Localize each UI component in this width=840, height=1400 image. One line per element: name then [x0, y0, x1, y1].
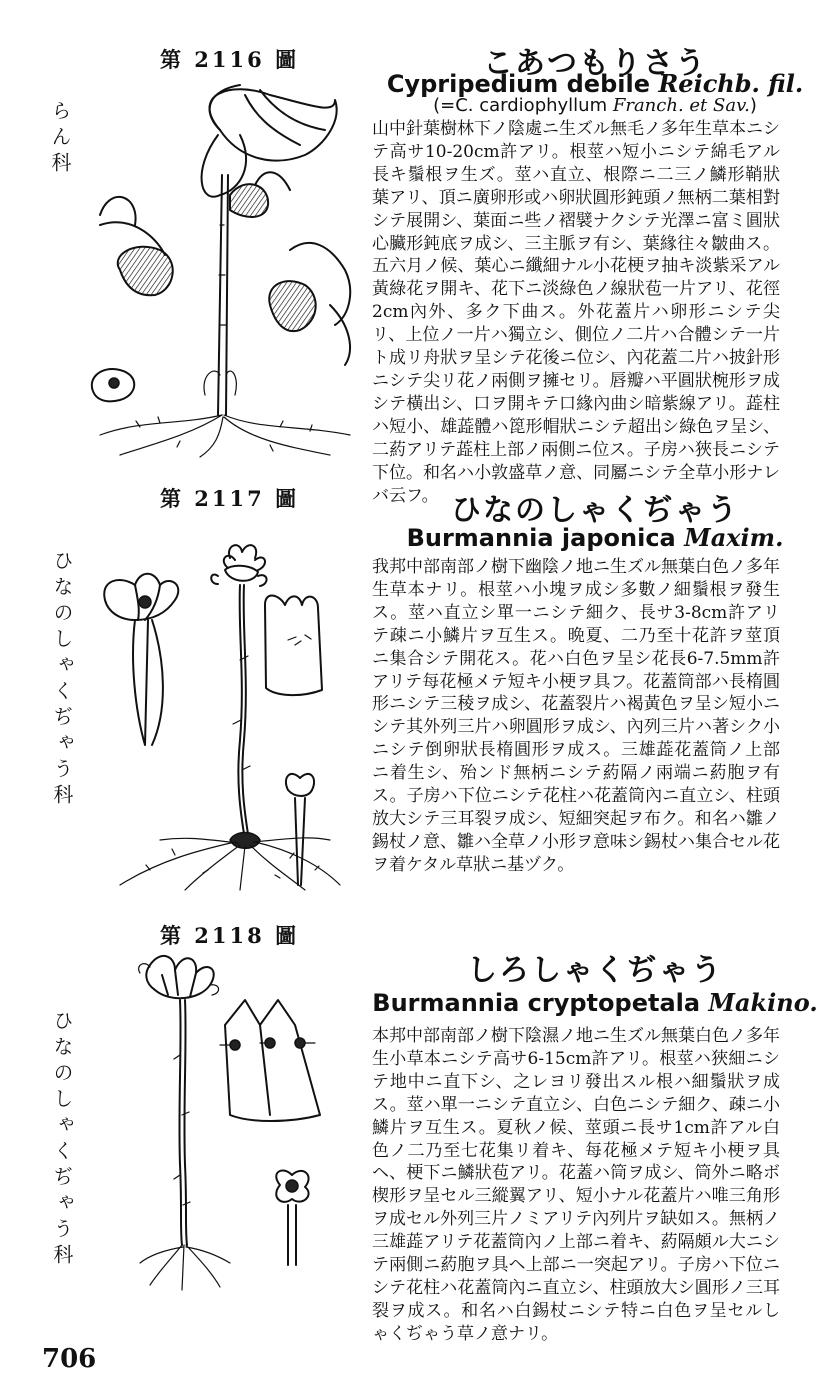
description-2116: 山中針葉樹林下ノ陰處ニ生ズル無毛ノ多年生草本ニシテ高サ10-20cm許アリ。根莖ハ短小ニシテ綿毛アル長キ鬚根ヲ生ズ。莖ハ直立、根際ニ二三ノ鱗形鞘狀葉アリ、頂ニ廣卵形或ハ卵狀圓形鈍頭ノ無柄二葉相對シテ展開シ、葉面ニ些ノ褶襞ナクシテ光澤ニ富ミ圓狀心臟形鈍底ヲ成シ、三主脈ヲ有シ、葉緣往々皺曲ス。五六月ノ候、葉心ニ纖細ナル小花梗ヲ抽キ淡紫采アル黃綠花ヲ開キ、花下ニ淡綠色ノ線狀苞一片アリ、花徑2cm內外、多ク下曲ス。外花蓋片ハ卵形ニシテ尖リ、上位ノ一片ハ獨立シ、側位ノ二片ハ合體シテ一片ト成リ舟狀ヲ呈シテ花後ニ位シ、內花蓋二片ハ披針形ニシテ尖リ花ノ兩側ヲ擁セリ。唇瓣ハ平圓狀椀形ヲ成シテ橫出シ、口ヲ開キテ口緣內曲シ暗紫線アリ。蕋柱ハ短小、雄蕋體ハ箆形帽狀ニシテ超出シ綠色ヲ呈シ、二葯アリテ蕋柱上部ノ兩側ニ位ス。子房ハ狹長ニシテ下位。和名ハ小敦盛草ノ意、同屬ニシテ全草小形ナレバ云フ。 [372, 119, 780, 506]
synonym-author: Franch. et Sav. [612, 95, 750, 116]
scientific-binomial: Burmannia japonica [406, 524, 676, 552]
description-2117: 我邦中部南部ノ樹下幽陰ノ地ニ生ズル無葉白色ノ多年生草本ナリ。根莖ハ小塊ヲ成シ多數ノ細鬚根ヲ發生ス。莖ハ直立シ單一ニシテ細ク、長サ3-8cm許アリテ疎ニ小鱗片ヲ互生ス。晩夏、二乃至十花許ヲ莖頂ニ集合シテ開花ス。花ハ白色ヲ呈シ花長6-7.5mm許アリテ每花極メテ短キ小梗ヲ具フ。花蓋筒部ハ長楕圓形ニシテ三稜ヲ成シ、花蓋裂片ハ褐黃色ヲ呈シ短小ニシテ其外列三片ハ卵圓形ヲ成シ、內列三片ハ著シク小ニシテ倒卵狀長楕圓形ヲ成ス。三雄蕋花蓋筒ノ上部ニ着生シ、殆ンド無柄ニシテ葯隔ノ兩端ニ葯胞ヲ有ス。子房ハ下位ニシテ花柱ハ花蓋筒內ニ直立シ、柱頭放大シテ三耳裂ヲ成シ、短細突起ヲ布ク。和名ハ雛ノ錫杖ノ意、雛ハ全草ノ小形ヲ意味シ錫杖ハ集合セル花ヲ着ケタル草狀ニ基ヅク。 [372, 557, 780, 875]
family-label-2117: ひなのしゃくぢゃう科 [50, 550, 74, 810]
japanese-name-2118: しろしゃくぢゃう [467, 953, 723, 988]
illustration-burmannia-japonica [90, 540, 370, 895]
family-label-2118: ひなのしゃくぢゃう科 [50, 1010, 74, 1270]
scientific-binomial: Burmannia cryptopetala [372, 989, 701, 1017]
figure-label-2118: 第 2118 圖 [160, 923, 300, 948]
scientific-binomial: Cypripedium debile [386, 70, 650, 98]
scientific-author: Makino. [708, 988, 818, 1017]
synonym-close: ) [749, 95, 757, 116]
scientific-name-2118 [370, 988, 820, 1017]
japanese-name-2116: こあつもりさう [483, 46, 707, 81]
scientific-name-2117 [370, 523, 820, 552]
illustration-burmannia-cryptopetala [120, 945, 350, 1295]
illustration-cypripedium-debile [80, 75, 370, 460]
figure-label-2116: 第 2116 圖 [160, 47, 300, 72]
family-label-2116: らん科 [48, 100, 72, 178]
synonym-name: (=C. cardiophyllum [433, 95, 608, 116]
scientific-author: Maxim. [684, 523, 784, 552]
figure-label-2117: 第 2117 圖 [160, 486, 300, 511]
page-number: 706 [42, 1344, 97, 1374]
description-2118: 本邦中部南部ノ樹下陰濕ノ地ニ生ズル無葉白色ノ多年生小草本ニシテ高サ6-15cm許アリ。根莖ハ狹細ニシテ地中ニ直下シ、之レヨリ發出スル根ハ細鬚狀ヲ成ス。莖ハ單一ニシテ直立シ、白色ニシテ細ク、疎ニ小鱗片ヲ互生ス。夏秋ノ候、莖頭ニ長サ1cm許アル白色ノ二乃至七花集リ着キ、每花極メテ短キ小梗ヲ具ヘ、梗下ニ鱗狀苞アリ。花蓋ハ筒ヲ成シ、筒外ニ略ボ楔形ヲ呈セル三縱翼アリ、短小ナル花蓋片ハ唯三角形ヲ成セル外列三片ノミアリテ內列片ヲ缺如ス。無柄ノ三雄蕋アリテ花蓋筒內ノ上部ニ着キ、葯隔頗ル大ニシテ兩側ニ葯胞ヲ具ヘ上部ニ一突起アリ。子房ハ下位ニシテ花柱ハ花蓋筒內ニ直立シ、柱頭放大シ圓形ノ三耳裂ヲ成ス。和名ハ白錫杖ニシテ特ニ白色ヲ呈セルしゃくぢゃう草ノ意ナリ。 [372, 1026, 780, 1344]
scientific-author: Reichb. fil. [658, 69, 804, 98]
scientific-name-2116 [370, 69, 820, 98]
japanese-name-2117: ひなのしゃくぢゃう [451, 493, 739, 528]
synonym-2116 [370, 95, 820, 116]
